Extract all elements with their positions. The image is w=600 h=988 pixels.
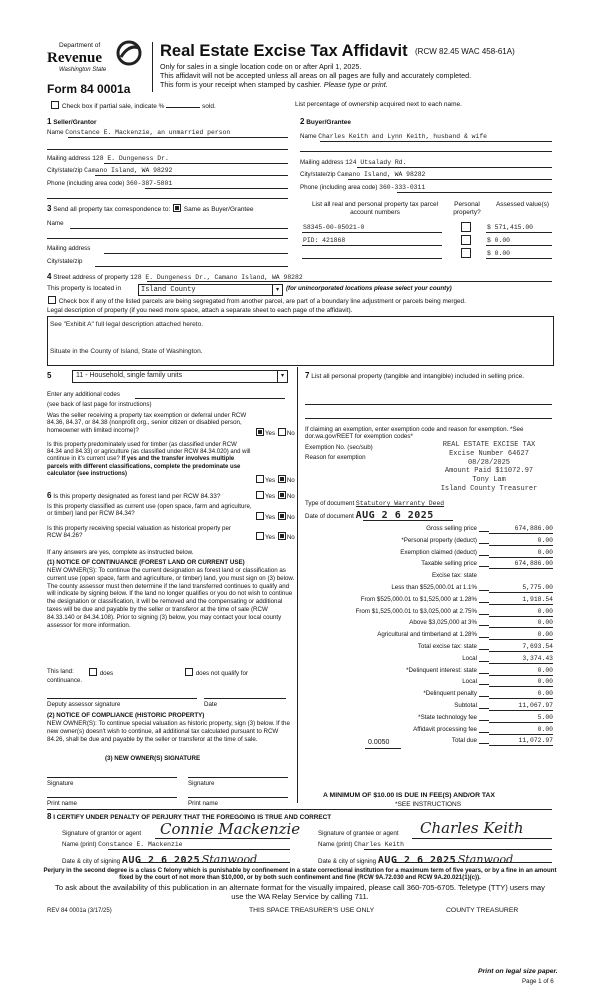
current-use-yes-checkbox[interactable] <box>256 512 264 520</box>
no-label: No <box>286 514 295 521</box>
deputy-signature-label: Deputy assessor signature <box>47 701 121 708</box>
calc-row-value[interactable]: 674,886.00 <box>489 525 553 534</box>
historic-no-checkbox[interactable] <box>278 532 286 540</box>
forest-answer <box>255 491 295 500</box>
yes-label: Yes <box>265 493 276 500</box>
calc-row <box>305 549 555 560</box>
grantee-date-label: Date & city of signing <box>318 858 377 865</box>
sold-label: sold. <box>202 103 216 110</box>
calc-row-leader <box>479 743 489 744</box>
calc-row-leader <box>479 696 489 697</box>
page-title: Real Estate Excise Tax Affidavit <box>160 42 408 60</box>
no-label: No <box>286 534 295 541</box>
calc-row-leader <box>479 625 489 626</box>
header-line-1: Only for sales in a single location code on or after April 1, 2025. <box>160 62 362 71</box>
yes-label: Yes <box>265 477 276 484</box>
grantee-signature[interactable]: Charles Keith <box>420 819 524 837</box>
exemption-answer <box>255 428 295 437</box>
seller-mail-row <box>47 155 169 163</box>
section-3-number: 3 <box>47 204 52 213</box>
calc-row-leader <box>479 661 489 662</box>
current-use-answer <box>255 512 295 521</box>
same-as-buyer-checkbox[interactable] <box>173 204 181 212</box>
segregate-checkbox[interactable] <box>48 296 56 304</box>
assessed-value-2[interactable]: $ 0.00 <box>487 237 511 244</box>
yes-label: Yes <box>265 430 276 437</box>
legal-description-box[interactable] <box>47 316 554 366</box>
calc-row-leader <box>479 531 489 532</box>
calc-row-label: Agricultural and timberland at 1.28% <box>377 631 477 639</box>
current-use-question: Is this property classified as current use (open space, farm and agriculture, or timber) land per RCW 84.34? <box>47 503 252 518</box>
grantor-date-row <box>62 853 257 867</box>
calc-row <box>305 525 555 536</box>
historic-yes-checkbox[interactable] <box>256 532 264 540</box>
calc-row-label: Above $3,025,000 at 3% <box>409 619 477 627</box>
calc-row <box>305 572 555 583</box>
located-in-label: This property is located in <box>47 285 122 292</box>
exemption-claim-note: If claiming an exemption, enter exemption code and reason for exemption. *See dor.wa.gov/REET for exemption codes* <box>305 426 524 441</box>
legal-description-line-2: Situate in the County of Island, State of Washington. <box>50 348 203 355</box>
grantor-name-row <box>62 841 183 849</box>
additional-codes-label: Enter any additional codes <box>47 391 120 398</box>
assessed-value-3[interactable]: $ 0.00 <box>487 250 511 257</box>
timber-question-note: If yes and the transfer involves multiple parcels with different classifications, complete the predominate use calculator (see instructions) <box>47 456 241 477</box>
stamp-line-3: 08/28/2025 <box>467 458 510 467</box>
calc-row-leader <box>479 543 489 544</box>
chevron-down-icon: ▾ <box>277 371 287 382</box>
revenue-text: Revenue <box>47 50 102 66</box>
calc-row-label: *State technology fee <box>418 713 477 721</box>
minimum-fee-note: A MINIMUM OF $10.00 IS DUE IN FEE(S) AND/OR TAX <box>323 792 495 799</box>
timber-yes-checkbox[interactable] <box>256 475 264 483</box>
revenue-logo-icon <box>115 40 143 66</box>
type-or-print-note: Please type or print. <box>323 80 388 89</box>
calc-row-value[interactable]: 0.00 <box>489 690 553 699</box>
calc-row-label: Excise tax: state <box>431 572 477 580</box>
section-6-number: 6 <box>47 491 52 500</box>
seller-city-label: City/state/zip <box>47 167 83 174</box>
calc-row <box>305 596 555 607</box>
buyer-heading <box>300 117 351 127</box>
calc-row-value[interactable]: 1,918.54 <box>489 596 553 605</box>
grantor-date-stamp[interactable]: AUG 2 6 2025 <box>121 855 201 866</box>
calc-row-leader <box>479 708 489 709</box>
yes-label: Yes <box>265 514 276 521</box>
local-rate[interactable]: 0.0050 <box>368 739 390 746</box>
use-code-select[interactable] <box>72 370 288 383</box>
legal-description-line-1: See "Exhibit A" full legal description attached hereto. <box>50 321 204 328</box>
owner-signature-label-1: Signature <box>47 780 74 787</box>
timber-no-checkbox[interactable] <box>278 475 286 483</box>
treasurer-receipt-stamp <box>414 441 564 494</box>
seller-heading-label: Seller/Grantor <box>53 119 97 126</box>
calc-row <box>305 643 555 654</box>
calc-row-leader <box>479 649 489 650</box>
alternate-format-notice: To ask about the availability of this publication in an alternate format for the visually impaired, please call 360-705-6705. Teletype (TTY) users may use the WA Relay Service by calling 711. <box>55 883 545 901</box>
calc-row <box>305 737 555 748</box>
grantee-name-label: Name (print) <box>318 841 353 848</box>
document-type-label: Type of document <box>305 500 355 507</box>
buyer-phone-label: Phone (including area code) <box>300 184 378 191</box>
does-not-checkbox[interactable] <box>185 668 193 676</box>
street-address-label: Street address of property <box>53 274 129 281</box>
grantor-city[interactable]: Stanwood <box>201 853 258 866</box>
rcw-reference: (RCW 82.45 WAC 458-61A) <box>415 47 515 56</box>
buyer-heading-label: Buyer/Grantee <box>306 119 351 126</box>
parcel-column-header: List all real and personal property tax parcel account numbers <box>311 201 439 216</box>
timber-answer <box>255 475 295 484</box>
continuance-label: continuance. <box>47 677 83 684</box>
personal-property-checkbox-3[interactable] <box>461 248 471 258</box>
section-8-number: 8 <box>47 812 52 821</box>
calc-row <box>305 667 555 678</box>
calc-row-label: Total due <box>451 737 477 745</box>
calc-row-value[interactable]: 0.00 <box>489 608 553 617</box>
calc-row-value[interactable]: 11,072.97 <box>489 737 553 746</box>
same-as-buyer-label: Same as Buyer/Grantee <box>183 206 254 213</box>
calc-row-value[interactable]: 5,775.00 <box>489 584 553 593</box>
calc-row <box>305 584 555 595</box>
calc-row <box>305 726 555 737</box>
notice-1-body: NEW OWNER(S): To continue the current designation as forest land or classification as current use (open space, farm and agriculture, or timber) land, you must sign on (3) below. The county assessor must then determine if the land transferred continues to qualify and will indicate by signing below. If the land no longer qualifies or you do not wish to continue the designation or classification, it will be removed and the compensating or additional taxes will be due and payable by the seller or transferor at the time of sale (RCW 84.33.140 or 84.34.108). Prior to signing (3) below, you may contact your local county assessor for more information. <box>47 567 295 629</box>
assessed-column-header: Assessed value(s) <box>495 201 550 208</box>
this-land-row <box>47 668 74 675</box>
notice-1-heading: (1) NOTICE OF CONTINUANCE (FOREST LAND OR CURRENT USE) <box>47 559 245 566</box>
list-percentage-note: List percentage of ownership acquired next to each name. <box>295 101 462 108</box>
buyer-name-row <box>300 133 487 141</box>
this-land-label: This land: <box>47 668 74 675</box>
calc-row-leader <box>479 732 489 733</box>
calc-row-leader <box>479 566 489 567</box>
owner-print-name-label-2: Print name <box>188 800 218 807</box>
washington-state-text: Washington State <box>59 67 107 73</box>
buyer-name-label: Name <box>300 133 317 140</box>
form-revision: REV 84 0001a (3/17/25) <box>47 908 112 914</box>
does-not-label: does not qualify for <box>195 670 249 677</box>
grantee-signature-label: Signature of grantee or agent <box>318 830 399 837</box>
partial-pct-field[interactable] <box>166 107 200 108</box>
calc-row-value[interactable]: 0.00 <box>489 537 553 546</box>
section-7-number: 7 <box>305 371 310 380</box>
county-note: (for unincorporated locations please select your county) <box>286 285 452 292</box>
calc-row <box>305 678 555 689</box>
calc-row-leader <box>479 637 489 638</box>
calc-row-value[interactable]: 0.00 <box>489 631 553 640</box>
calc-row <box>305 655 555 666</box>
grantee-name-row <box>318 841 404 849</box>
timber-question <box>47 442 252 478</box>
calc-row-label: From $525,000.01 to $1,525,000 at 1.28% <box>360 595 477 603</box>
calc-row-value[interactable]: 674,886.00 <box>489 560 553 569</box>
calc-row-label: From $1,525,000.01 to $3,025,000 at 2.75% <box>355 607 477 615</box>
exemption-number-label: Exemption No. (sec/sub) <box>305 444 373 451</box>
personal-column-header: Personal property? <box>453 201 481 216</box>
calc-row <box>305 631 555 642</box>
buyer-city-row <box>300 171 425 179</box>
no-label: No <box>286 493 295 500</box>
calc-row-value[interactable]: 5.00 <box>489 714 553 723</box>
seller-phone-row <box>47 180 172 188</box>
revenue-logo <box>47 40 147 84</box>
page-number: Page 1 of 6 <box>522 978 554 985</box>
calc-row-label: Taxable selling price <box>421 560 477 568</box>
calc-row <box>305 560 555 571</box>
grantee-date-row <box>318 853 513 867</box>
calc-row <box>305 537 555 548</box>
buyer-city-label: City/state/zip <box>300 171 336 178</box>
partial-sale-row <box>50 101 216 111</box>
segregate-row <box>47 296 466 306</box>
treasurer-use-label: THIS SPACE TREASURER'S USE ONLY <box>249 907 375 914</box>
calc-row-label: Local <box>462 654 477 662</box>
calc-row-value[interactable]: 0.00 <box>489 678 553 687</box>
calc-row-label: Affidavit processing fee <box>413 725 477 733</box>
exemption-no-checkbox[interactable] <box>278 428 286 436</box>
grantor-date-label: Date & city of signing <box>62 858 121 865</box>
exemption-question: Was the seller receiving a property tax exemption or deferral under RCW 84.36, 84.37, or 84.38 (nonprofit org., senior citizen or disabled person, homeowner with limited income)? <box>47 412 247 434</box>
timber-question-text: Is this property predominately used for timber (as classified under RCW 84.34 and 84.33) or agriculture (as classified under RCW 84.34.020) and will continue in it's current use? <box>47 442 251 463</box>
street-address-value[interactable]: 128 E. Dungeness Dr., Camano Island, WA 98282 <box>130 274 303 281</box>
dept-of-text: Department of <box>59 42 101 49</box>
personal-property-label: List all personal property (tangible and intangible) included in selling price. <box>311 373 525 380</box>
calc-row <box>305 714 555 725</box>
seller-phone-value[interactable]: 360-387-5801 <box>126 180 173 187</box>
grantee-city[interactable]: Stanwood <box>457 853 514 866</box>
stamp-line-1: REAL ESTATE EXCISE TAX <box>442 441 536 449</box>
buyer-phone-value[interactable]: 360-333-0311 <box>379 184 426 191</box>
partial-sale-label: Check box if partial sale, indicate % <box>61 103 165 110</box>
calc-row-label: Gross selling price <box>426 525 477 532</box>
calc-row-value[interactable]: 0.00 <box>489 667 553 676</box>
grantor-name-label: Name (print) <box>62 841 97 848</box>
calc-row-label: Local <box>462 678 477 686</box>
owner-print-name-label-1: Print name <box>47 800 77 807</box>
calc-row-leader <box>479 720 489 721</box>
seller-mail-value[interactable]: 128 E. Dungeness Dr. <box>92 155 169 162</box>
s3-city-label: City/state/zip <box>47 258 83 265</box>
historic-question: Is this property receiving special valuation as historical property per RCW 84.26? <box>47 525 231 540</box>
section-4-number: 4 <box>47 272 52 281</box>
certify-statement: I CERTIFY UNDER PENALTY OF PERJURY THAT THE FOREGOING IS TRUE AND CORRECT <box>53 814 332 821</box>
deputy-date-label: Date <box>204 701 218 708</box>
form-number: Form 84 0001a <box>47 82 131 96</box>
stamp-line-5: Tony Lam <box>472 476 506 484</box>
seller-city-row <box>47 167 172 175</box>
does-checkbox[interactable] <box>89 668 97 676</box>
section-7-row <box>305 371 555 381</box>
document-type-value[interactable]: Statutory Warranty Deed <box>355 500 445 507</box>
calc-row-value[interactable]: 0.00 <box>489 619 553 628</box>
exemption-yes-checkbox[interactable] <box>256 428 264 436</box>
forest-no-checkbox[interactable] <box>278 491 286 499</box>
grantee-date-stamp[interactable]: AUG 2 6 2025 <box>377 855 457 866</box>
calc-row-label: *Delinquent penalty <box>423 690 477 698</box>
assessed-value-1[interactable]: $ 571,415.00 <box>487 224 534 231</box>
forest-land-question <box>47 491 220 501</box>
legal-description-label: Legal description of property (if you need more space, attach a separate sheet to each page of the affidavit). <box>47 307 353 314</box>
buyer-mail-row <box>300 159 406 167</box>
grantor-signature[interactable]: Connie Mackenzie <box>160 820 301 838</box>
calc-row-value[interactable]: 11,067.97 <box>489 702 553 711</box>
calc-row-leader <box>479 673 489 674</box>
seller-mail-label: Mailing address <box>47 155 91 162</box>
does-label: does <box>99 670 114 677</box>
header-line-2: This affidavit will not be accepted unless all areas on all pages are fully and accurately completed. <box>160 71 472 80</box>
calc-row-value[interactable]: 0.00 <box>489 726 553 735</box>
seller-name-value[interactable]: Constance E. Mackenzie, an unmarried person <box>65 129 231 136</box>
calc-row-leader <box>479 614 489 615</box>
no-label: No <box>286 430 295 437</box>
buyer-city-value[interactable]: Camano Island, WA 98282 <box>337 171 426 178</box>
seller-heading <box>47 117 97 127</box>
historic-answer <box>255 532 295 541</box>
calc-row-label: Subtotal <box>454 702 477 709</box>
calc-row-label: Exemption claimed (deduct) <box>400 548 477 556</box>
calc-row-value[interactable]: 3,374.43 <box>489 655 553 664</box>
stamp-line-2: Excise Number 64627 <box>449 449 529 458</box>
receipt-note: This form is your receipt when stamped by cashier. <box>160 80 322 89</box>
personal-property-checkbox-1[interactable] <box>461 222 471 232</box>
grantor-name-value[interactable]: Constance E. Mackenzie <box>98 841 183 848</box>
legal-paper-note: Print on legal size paper. <box>478 968 558 975</box>
forest-yes-checkbox[interactable] <box>256 491 264 499</box>
county-select-value: Island County <box>141 286 196 294</box>
section-1-number: 1 <box>47 117 52 126</box>
forest-question-text: Is this property designated as forest land per RCW 84.33? <box>53 493 221 500</box>
chevron-down-icon: ▾ <box>272 285 282 295</box>
no-label: No <box>286 477 295 484</box>
calc-row-leader <box>479 590 489 591</box>
calc-row-value[interactable]: 0.00 <box>489 549 553 558</box>
seller-city-value[interactable]: Camano Island, WA 98292 <box>84 167 173 174</box>
calc-row-value[interactable]: 7,693.54 <box>489 643 553 652</box>
document-date-stamp[interactable]: AUG 2 6 2025 <box>355 510 434 521</box>
calc-row-label: *Delinquent interest: state <box>406 666 477 674</box>
county-select[interactable] <box>138 284 283 296</box>
calc-row-leader <box>479 555 489 556</box>
buyer-name-value[interactable]: Charles Keith and Lynn Keith, husband & wife <box>318 133 487 140</box>
yes-label: Yes <box>265 534 276 541</box>
county-treasurer-label: COUNTY TREASURER <box>446 907 519 914</box>
notice-2-body: NEW OWNER(S): To continue special valuation as historic property, sign (3) below. If the new owner(s) doesn't wish to continue, all additional tax calculated pursuant to RCW 84.26, shall be due and payable by the seller or transferor at the time of sale. <box>47 720 290 743</box>
personal-property-checkbox-2[interactable] <box>461 235 471 245</box>
calc-row <box>305 690 555 701</box>
exemption-reason-label: Reason for exemption <box>305 454 366 461</box>
buyer-phone-row <box>300 184 425 192</box>
see-back-label: (see back of last page for instructions) <box>47 401 152 408</box>
grantee-name-value[interactable]: Charles Keith <box>354 841 404 848</box>
calc-row-label: Less than $525,000.01 at 1.1% <box>391 584 477 591</box>
document-type-row <box>305 500 444 508</box>
current-use-no-checkbox[interactable] <box>278 512 286 520</box>
stamp-line-4: Amount Paid $11072.97 <box>444 467 534 476</box>
notice-3-heading: (3) NEW OWNER(S) SIGNATURE <box>105 755 201 762</box>
calc-row <box>305 608 555 619</box>
section-5-number: 5 <box>47 371 52 380</box>
seller-phone-label: Phone (including area code) <box>47 180 125 187</box>
calc-row-label: *Personal property (deduct) <box>401 536 477 544</box>
section-2-number: 2 <box>300 117 305 126</box>
parcel-id-1[interactable]: S8345-00-05021-0 <box>303 224 365 231</box>
segregate-label: Check box if any of the listed parcels are being segregated from another parcel, are part of a boundary line adjustment or parcels being merged. <box>58 298 466 305</box>
calc-row <box>305 702 555 713</box>
see-instructions-note: *SEE INSTRUCTIONS <box>395 801 462 808</box>
calc-row-leader <box>479 684 489 685</box>
tax-correspondence-label: Send all property tax correspondence to: <box>53 206 171 213</box>
header-line-3 <box>160 81 388 90</box>
seller-name-row <box>47 129 287 137</box>
buyer-mail-label: Mailing address <box>300 159 344 166</box>
s3-name-label: Name <box>47 220 64 227</box>
if-yes-note: If any answers are yes, complete as instructed below. <box>47 549 194 556</box>
seller-name-label: Name <box>47 129 64 136</box>
calc-row-leader <box>479 602 489 603</box>
perjury-notice: Perjury in the second degree is a class C felony which is punishable by confinement in a state correctional institution for a maximum term of five years, or by a fine in an amount fixed by the court of not more than $10,000, or by both such confinement and fine (RCW 9A.72.030 and RCW 9A.20.021(1)(c)). <box>43 867 557 882</box>
parcel-id-2[interactable]: PID: 421868 <box>303 237 346 244</box>
calc-row <box>305 619 555 630</box>
document-date-label: Date of document <box>305 513 354 520</box>
owner-signature-label-2: Signature <box>188 780 215 787</box>
does-not-option <box>184 668 248 677</box>
does-option <box>88 668 113 677</box>
tax-correspondence-row <box>47 204 253 214</box>
stamp-line-6: Island County Treasurer <box>440 484 538 493</box>
calc-row-label: Total excise tax: state <box>417 643 477 650</box>
partial-sale-checkbox[interactable] <box>51 101 59 109</box>
buyer-mail-value[interactable]: 124 Utsalady Rd. <box>345 159 407 166</box>
use-code-value: 11 - Household, single family units <box>76 372 183 379</box>
s3-mail-label: Mailing address <box>47 245 91 252</box>
grantor-signature-label: Signature of grantor or agent <box>62 830 142 837</box>
notice-2-heading: (2) NOTICE OF COMPLIANCE (HISTORIC PROPERTY) <box>47 712 205 719</box>
